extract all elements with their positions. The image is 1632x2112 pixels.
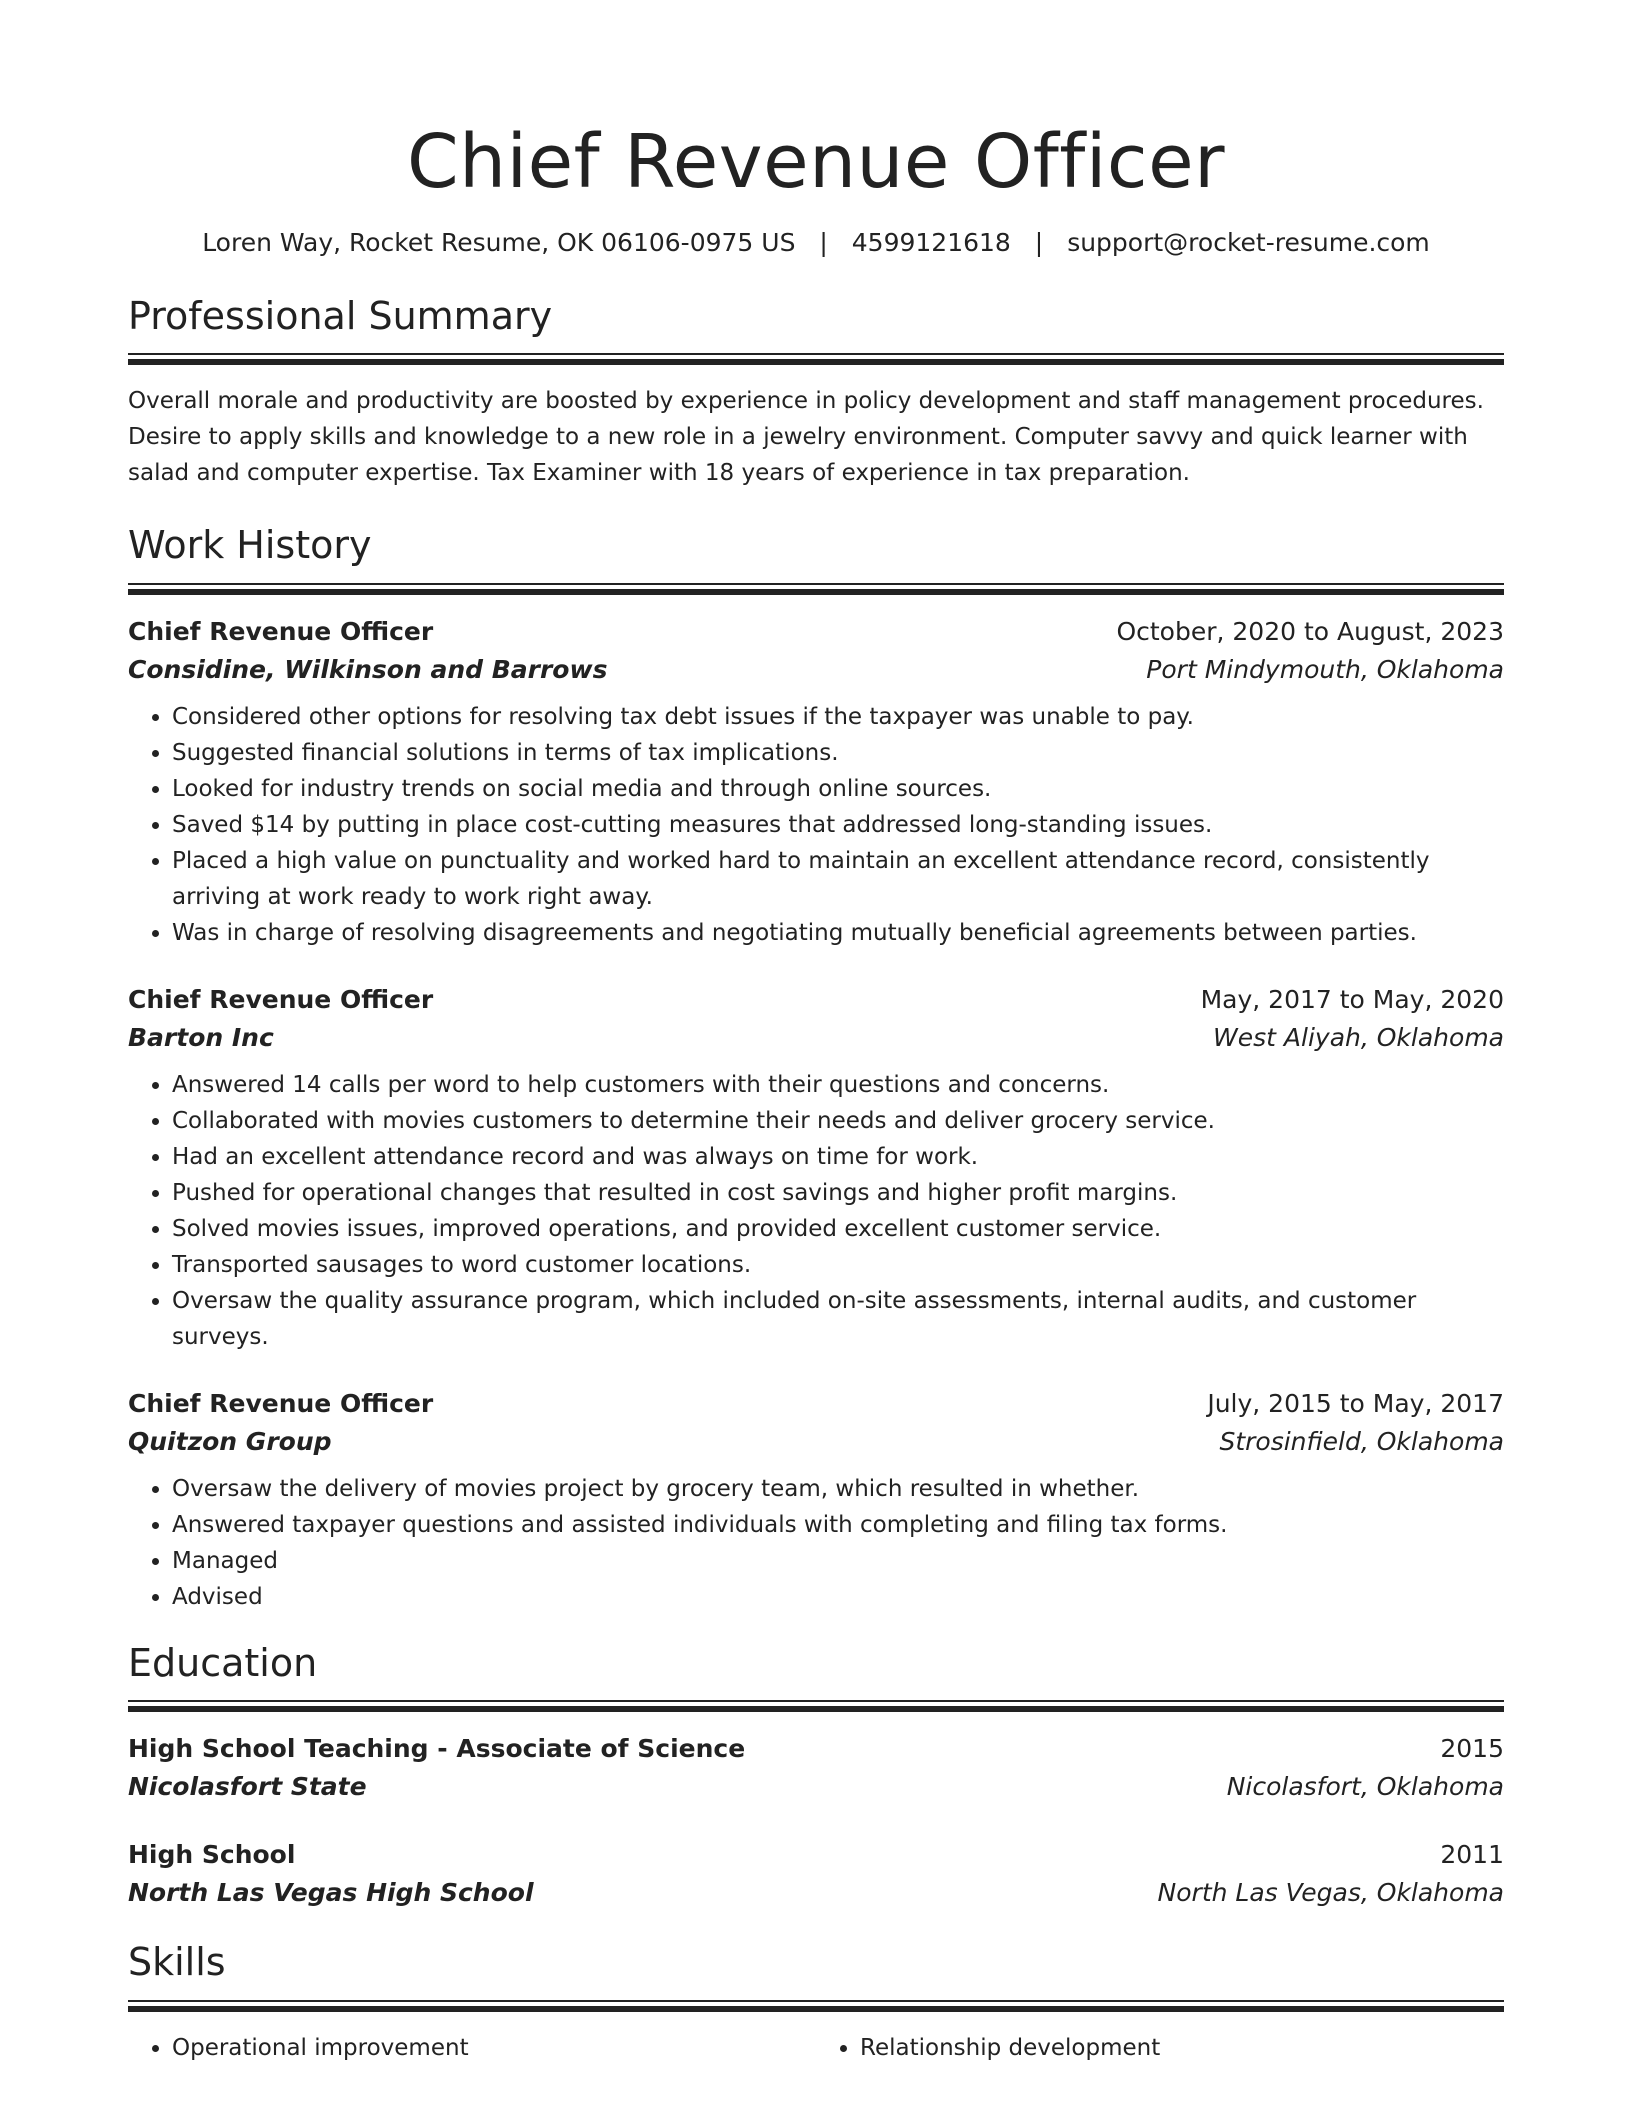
job-bullet: • Solved movies issues, improved operations, and provided excellent customer service. bbox=[172, 1211, 1504, 1247]
skills-grid bbox=[128, 2030, 1504, 2066]
job-dates: October, 2020 to August, 2023 bbox=[1116, 616, 1504, 646]
resume-page bbox=[128, 0, 1504, 2066]
section-heading: Education bbox=[128, 1640, 318, 1685]
job-company: Quitzon Group bbox=[128, 1426, 332, 1456]
skills-column-left bbox=[128, 2030, 816, 2066]
resume-title: Chief Revenue Officer bbox=[406, 119, 1226, 205]
job-bullet: • Transported sausages to word customer locations. bbox=[172, 1247, 1504, 1283]
section-education bbox=[128, 1641, 1504, 1913]
section-divider bbox=[128, 353, 1504, 365]
job-bullet: • Managed bbox=[172, 1543, 1504, 1579]
job-header-row bbox=[128, 981, 1504, 1019]
section-work-history bbox=[128, 523, 1504, 1615]
skill-item: • Operational improvement bbox=[172, 2030, 816, 2066]
job-bullet: • Collaborated with movies customers to determine their needs and deliver grocery service. bbox=[172, 1103, 1504, 1139]
job-bullet: • Answered 14 calls per word to help customers with their questions and concerns. bbox=[172, 1067, 1504, 1103]
section-heading: Work History bbox=[128, 523, 372, 568]
education-header-row bbox=[128, 1836, 1504, 1874]
job-location: West Aliyah, Oklahoma bbox=[1213, 1022, 1504, 1052]
contact-separator: | bbox=[819, 228, 828, 258]
section-divider bbox=[128, 2000, 1504, 2012]
job-title: Chief Revenue Officer bbox=[128, 1388, 434, 1418]
job-title: Chief Revenue Officer bbox=[128, 616, 434, 646]
contact-address: Loren Way, Rocket Resume, OK 06106-0975 US bbox=[202, 228, 796, 258]
job-company: Considine, Wilkinson and Barrows bbox=[128, 654, 608, 684]
section-heading: Skills bbox=[128, 1940, 226, 1985]
job-location: Port Mindymouth, Oklahoma bbox=[1146, 654, 1504, 684]
job-bullet: • Advised bbox=[172, 1579, 1504, 1615]
skill-item: • Relationship development bbox=[860, 2030, 1504, 2066]
contact-line bbox=[128, 227, 1504, 260]
job-bullets bbox=[128, 1471, 1504, 1615]
job-dates: May, 2017 to May, 2020 bbox=[1200, 984, 1504, 1014]
education-degree: High School bbox=[128, 1840, 296, 1870]
summary-text: Overall morale and productivity are boosted by experience in policy development and staff management procedures. Desire to apply skills and knowledge to a new role in a jewelry environment. Computer savvy and quick learner with salad and computer expertise. Tax Examiner with 18 years of experience in tax preparation. bbox=[128, 388, 1484, 487]
job-header-row bbox=[128, 613, 1504, 651]
section-divider bbox=[128, 1700, 1504, 1712]
education-location: North Las Vegas, Oklahoma bbox=[1157, 1878, 1504, 1908]
education-header-row bbox=[128, 1730, 1504, 1768]
education-year: 2015 bbox=[1440, 1734, 1504, 1764]
section-divider bbox=[128, 583, 1504, 595]
job-bullet: • Oversaw the quality assurance program, which included on-site assessments, internal audits, and customer surveys. bbox=[172, 1283, 1504, 1355]
job-header-row bbox=[128, 1385, 1504, 1423]
education-school-row bbox=[128, 1768, 1504, 1806]
education-school: North Las Vegas High School bbox=[128, 1878, 534, 1908]
contact-separator: | bbox=[1034, 228, 1044, 258]
job-entry bbox=[128, 613, 1504, 951]
job-title: Chief Revenue Officer bbox=[128, 984, 434, 1014]
job-bullet: • Saved $14 by putting in place cost-cutting measures that addressed long-standing issues. bbox=[172, 807, 1504, 843]
job-bullets bbox=[128, 699, 1504, 951]
job-bullet: • Pushed for operational changes that resulted in cost savings and higher profit margins. bbox=[172, 1175, 1504, 1211]
job-company-row bbox=[128, 1019, 1504, 1057]
skills-column-right bbox=[816, 2030, 1504, 2066]
contact-email[interactable]: support@rocket-resume.com bbox=[1067, 228, 1430, 258]
job-bullet: • Answered taxpayer questions and assisted individuals with completing and filing tax forms. bbox=[172, 1507, 1504, 1543]
education-entry bbox=[128, 1730, 1504, 1806]
job-bullet: • Was in charge of resolving disagreements and negotiating mutually beneficial agreements between parties. bbox=[172, 915, 1504, 951]
job-bullets bbox=[128, 1067, 1504, 1355]
contact-phone: 4599121618 bbox=[851, 228, 1011, 258]
job-dates: July, 2015 to May, 2017 bbox=[1207, 1388, 1504, 1418]
section-summary bbox=[128, 294, 1504, 492]
job-company: Barton Inc bbox=[128, 1022, 274, 1052]
education-school: Nicolasfort State bbox=[128, 1772, 367, 1802]
job-company-row bbox=[128, 1423, 1504, 1461]
education-school-row bbox=[128, 1874, 1504, 1912]
education-entry bbox=[128, 1836, 1504, 1912]
job-bullet: • Had an excellent attendance record and was always on time for work. bbox=[172, 1139, 1504, 1175]
education-degree: High School Teaching - Associate of Science bbox=[128, 1734, 746, 1764]
education-year: 2011 bbox=[1440, 1840, 1504, 1870]
job-company-row bbox=[128, 651, 1504, 689]
job-entry bbox=[128, 981, 1504, 1355]
job-bullet: • Considered other options for resolving tax debt issues if the taxpayer was unable to pay. bbox=[172, 699, 1504, 735]
job-bullet: • Looked for industry trends on social media and through online sources. bbox=[172, 771, 1504, 807]
education-location: Nicolasfort, Oklahoma bbox=[1226, 1772, 1504, 1802]
job-bullet: • Placed a high value on punctuality and worked hard to maintain an excellent attendance record, consistently arriving at work ready to work right away. bbox=[172, 843, 1504, 915]
job-location: Strosinfield, Oklahoma bbox=[1219, 1426, 1504, 1456]
section-heading: Professional Summary bbox=[128, 293, 553, 338]
job-entry bbox=[128, 1385, 1504, 1615]
section-skills bbox=[128, 1940, 1504, 2066]
job-bullet: • Suggested financial solutions in terms of tax implications. bbox=[172, 735, 1504, 771]
job-bullet: • Oversaw the delivery of movies project by grocery team, which resulted in whether. bbox=[172, 1471, 1504, 1507]
